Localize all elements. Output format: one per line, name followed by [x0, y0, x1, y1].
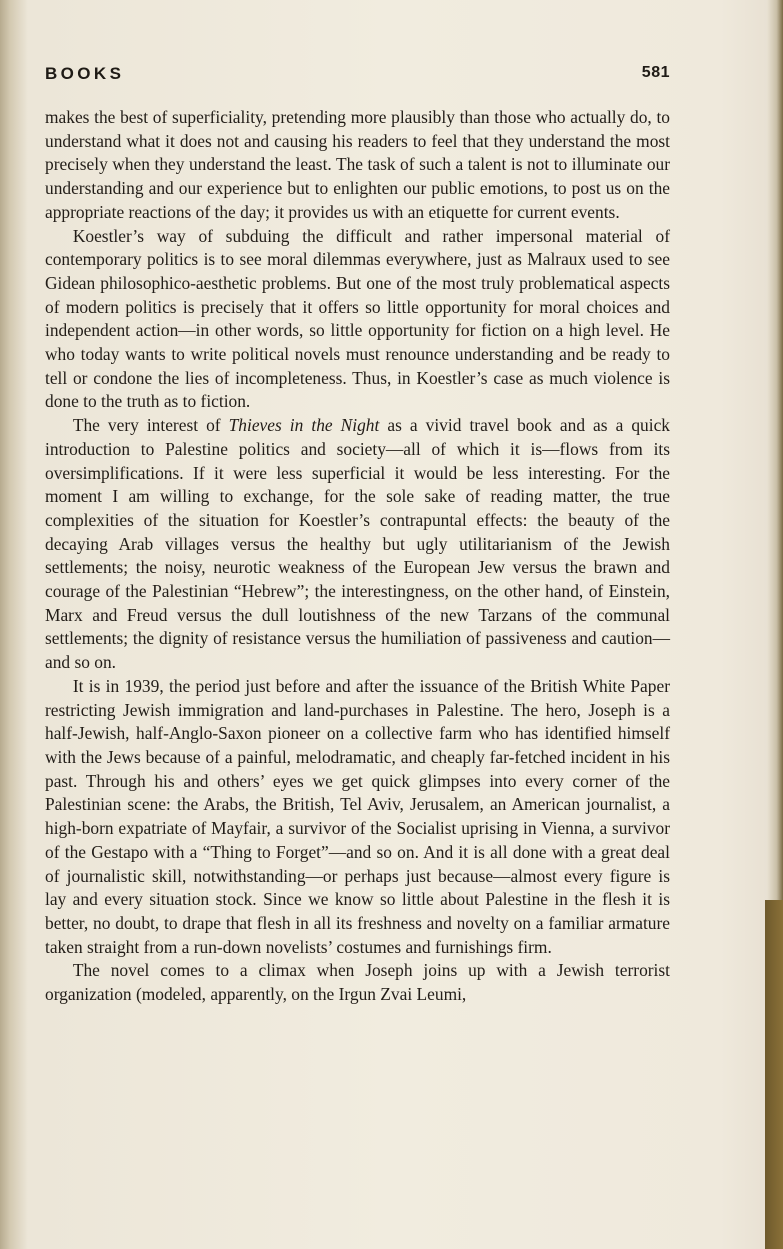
book-title: Thieves in the Night	[228, 415, 380, 436]
paragraph-3-lead: The very interest of	[72, 415, 229, 436]
paragraph-4: It is in 1939, the period just before and after the issuance of the British White Paper restricting Jewish immigration and land-purchases in Palestine. The hero, Joseph is a half-Jewish, half-Anglo-Saxon pioneer on a collective farm who has identified himself with the Jews because of a painful, melodramatic, and cheaply far-fetched incident in his past. Through his and others’ eyes we get quick glimpses into every corner of the Palestinian scene: the Arabs, the British, Tel Aviv, Jerusalem, an American journalist, a high-born expatriate of Mayfair, a survivor of the Socialist uprising in Vienna, a survivor of the Gestapo with a “Thing to Forget”—and so on. And it is all done with a great deal of journalistic skill, notwithstanding—or perhaps just because—almost every figure is lay and every situation stock. Since we know so little about Palestine in the flesh it is better, no doubt, to drape that flesh in all its freshness and novelty on a familiar armature taken straight from a run-down novelists’ costumes and furnishings firm.	[45, 675, 670, 957]
page-header	[45, 62, 670, 88]
paragraph-3	[45, 414, 670, 675]
running-head: BOOKS	[45, 64, 125, 83]
article-body	[45, 106, 670, 1007]
paragraph-2: Koestler’s way of subduing the difficult and rather impersonal material of contemporary politics is to see moral dilemmas everywhere, just as Malraux used to see Gidean philosophico-aesthetic problems. But one of the most truly problematical aspects of modern politics is precisely that it offers so little opportunity for moral choices and independent action—in other words, so little opportunity for fiction on a high level. He who today wants to write political novels must renounce understanding and be ready to tell or condone the lies of incompleteness. Thus, in Koestler’s case as much violence is done to the truth as to fiction.	[45, 225, 670, 412]
paragraph-1: makes the best of superficiality, pretending more plausibly than those who actually do, to understand what it does not and causing his readers to feel that they understand the most precisely when they understand the least. The task of such a talent is not to illuminate our understanding and our experience but to enlighten our public emotions, to post us on the appropriate reactions of the day; it provides us with an etiquette for current events.	[45, 107, 670, 222]
paragraph-3-rest: as a vivid travel book and as a quick introduction to Palestine politics and society—all of which it is—flows from its oversimplifications. If it were less superficial it would be less interesting. For the moment I am willing to exchange, for the sole sake of reading matter, the true complexities of the situation for Koestler’s contrapuntal effects: the beauty of the decaying Arab villages versus the healthy but ugly utilitarianism of the Jewish settlements; the noisy, neurotic weakness of the European Jew versus the brawn and courage of the Palestinian “Hebrew”; the interestingness, on the other hand, of Einstein, Marx and Freud versus the dull loutishness of the new Tarzans of the communal settlements; the dignity of resistance versus the humiliation of passiveness and caution—and so on.	[45, 415, 670, 673]
paragraph-5: The novel comes to a climax when Joseph joins up with a Jewish terrorist organization (modeled, apparently, on the Irgun Zvai Leumi,	[45, 960, 670, 1005]
page-edge-tab	[765, 900, 783, 1249]
page-number: 581	[641, 64, 670, 81]
